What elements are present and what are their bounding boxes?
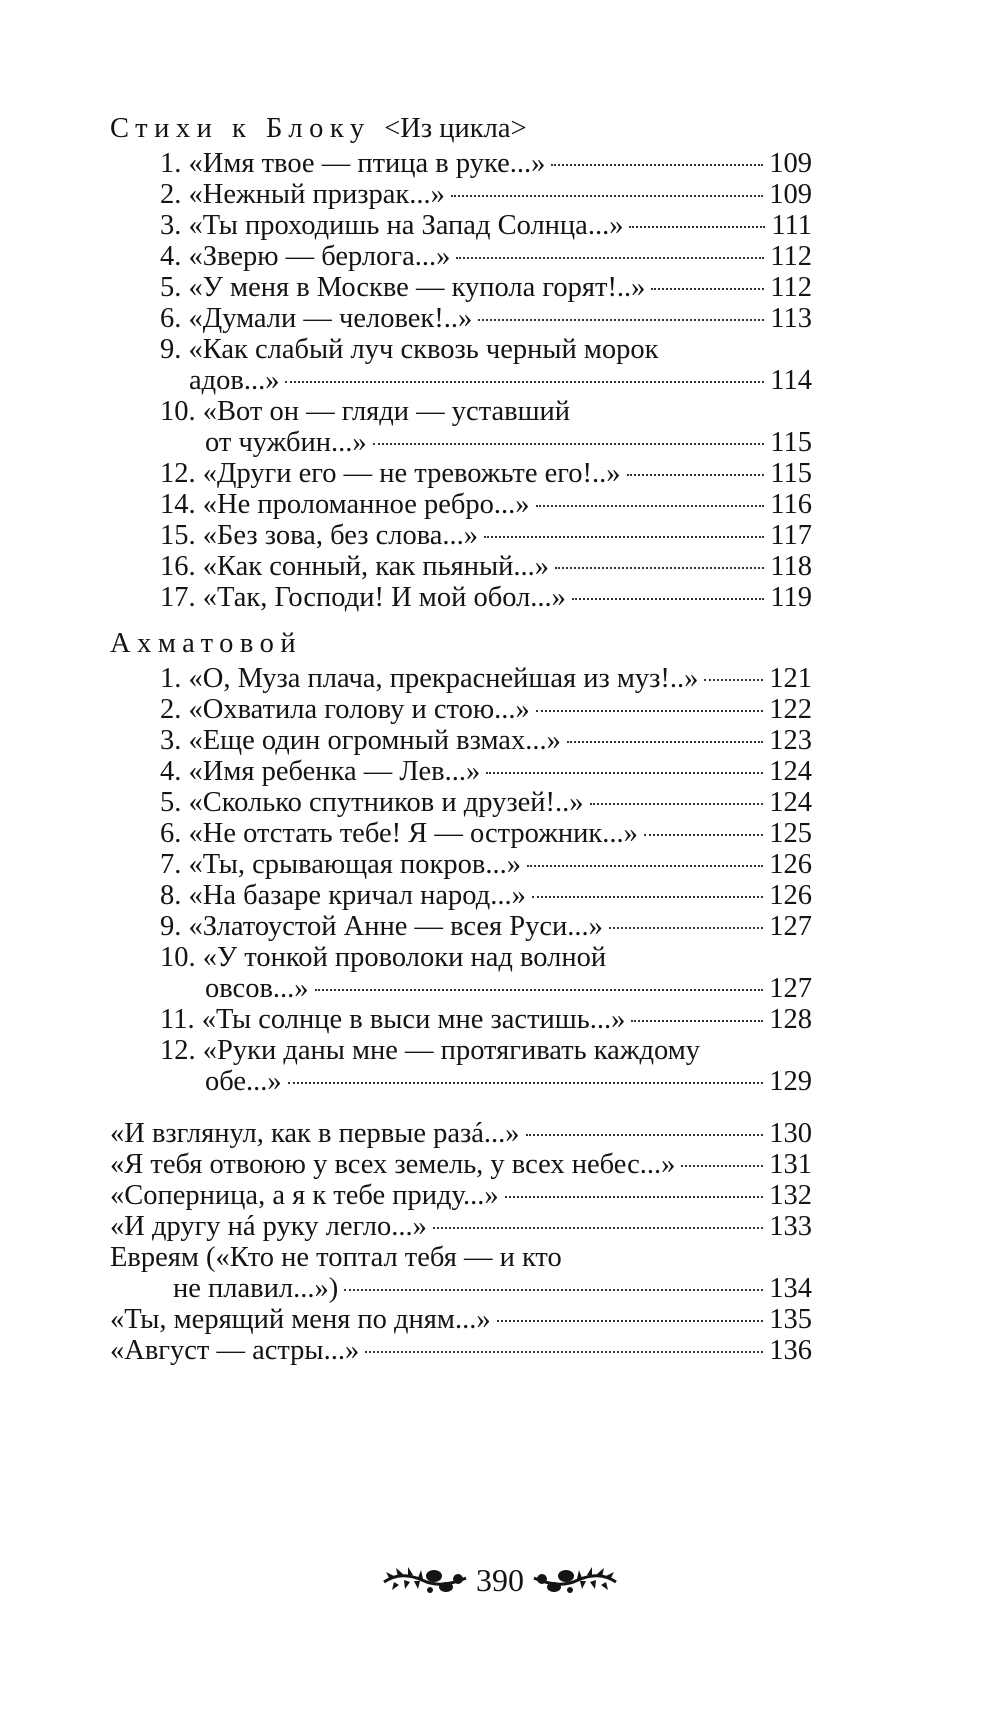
toc-entry[interactable] <box>110 1303 812 1337</box>
dot-leader <box>451 195 763 197</box>
dot-leader <box>486 772 763 774</box>
toc-entry[interactable] <box>160 147 812 181</box>
entry-page: 136 <box>769 1335 812 1366</box>
dot-leader <box>631 1020 763 1022</box>
entry-title-continuation: не плавил...») <box>173 1273 339 1304</box>
entry-page: 109 <box>769 148 812 179</box>
dot-leader <box>456 257 764 259</box>
entry-title: «О, Муза плача, прекраснейшая из муз!..» <box>188 663 699 694</box>
dot-leader <box>555 567 764 569</box>
entry-number: 10. <box>160 396 196 427</box>
entry-title: «На базаре кричал народ...» <box>188 880 526 911</box>
entry-page: 133 <box>769 1211 812 1242</box>
entry-title: «У тонкой проволоки над волной <box>202 942 607 973</box>
floral-ornament-left-icon <box>382 1560 468 1600</box>
entry-page: 126 <box>769 880 812 911</box>
entry-page: 131 <box>769 1149 812 1180</box>
entry-title: «И взглянул, как в первые разá...» <box>110 1118 520 1149</box>
toc-entry-continuation[interactable] <box>189 364 812 398</box>
toc-entry[interactable] <box>160 662 812 696</box>
entry-page: 118 <box>770 551 812 582</box>
entry-title: «Други его — не тревожьте его!..» <box>202 458 621 489</box>
entry-title: «Ты, срывающая покров...» <box>188 849 521 880</box>
entry-number: 10. <box>160 942 196 973</box>
section-title: Ахматовой <box>110 628 303 659</box>
toc-entry[interactable] <box>160 457 812 491</box>
toc-entry-continuation[interactable] <box>205 426 812 460</box>
dot-leader <box>373 443 765 445</box>
entry-number: 12. <box>160 458 196 489</box>
toc-entry-first-line[interactable] <box>160 395 570 429</box>
page-footer <box>0 1555 1000 1605</box>
entry-page: 123 <box>769 725 812 756</box>
entry-title: «Нежный призрак...» <box>188 179 445 210</box>
toc-entry[interactable] <box>160 910 812 944</box>
entry-title: «Ты проходишь на Запад Солнца...» <box>188 210 624 241</box>
entry-page: 116 <box>770 489 812 520</box>
entry-number: 15. <box>160 520 196 551</box>
toc-entry[interactable] <box>160 848 812 882</box>
dot-leader <box>433 1227 763 1229</box>
dot-leader <box>681 1165 763 1167</box>
page-number: 390 <box>476 1561 524 1598</box>
entry-title: Евреям («Кто не топтал тебя — и кто <box>110 1242 562 1273</box>
entry-page: 112 <box>770 241 812 272</box>
toc-entry[interactable] <box>160 178 812 212</box>
entry-page: 115 <box>770 458 812 489</box>
dot-leader <box>497 1320 764 1322</box>
dot-leader <box>629 226 765 228</box>
dot-leader <box>627 474 765 476</box>
entry-number: 3. <box>160 725 182 756</box>
dot-leader <box>532 896 763 898</box>
entry-page: 128 <box>769 1004 812 1035</box>
dot-leader <box>505 1196 764 1198</box>
toc-entry[interactable] <box>110 1179 812 1213</box>
entry-title: «Не проломанное ребро...» <box>202 489 530 520</box>
toc-entry[interactable] <box>160 302 812 336</box>
entry-page: 135 <box>769 1304 812 1335</box>
entry-title: «Соперница, а я к тебе приду...» <box>110 1180 499 1211</box>
entry-number: 14. <box>160 489 196 520</box>
entry-title-continuation: обе...» <box>205 1066 282 1097</box>
entry-title: «Без зова, без слова...» <box>202 520 479 551</box>
dot-leader <box>704 679 763 681</box>
toc-entry[interactable] <box>160 693 812 727</box>
entry-page: 124 <box>769 756 812 787</box>
section-title: Стихи к Блоку <box>110 113 371 144</box>
entry-title: «Ты солнце в выси мне застишь...» <box>201 1004 626 1035</box>
entry-page: 109 <box>769 179 812 210</box>
entry-number: 16. <box>160 551 196 582</box>
entry-title: «Охватила голову и стою...» <box>188 694 530 725</box>
entry-title: «И другу нá руку легло...» <box>110 1211 427 1242</box>
entry-number: 2. <box>160 179 182 210</box>
entry-page: 134 <box>769 1273 812 1304</box>
dot-leader <box>572 598 764 600</box>
dot-leader <box>285 381 764 383</box>
entry-title: «У меня в Москве — купола горят!..» <box>188 272 646 303</box>
entry-number: 7. <box>160 849 182 880</box>
entry-title-continuation: от чужбин...» <box>205 427 367 458</box>
entry-title: «Ты, мерящий меня по дням...» <box>110 1304 491 1335</box>
entry-title: «Не отстать тебе! Я — острожник...» <box>188 818 638 849</box>
toc-entry[interactable] <box>160 755 812 789</box>
dot-leader <box>478 319 764 321</box>
entry-title: «Златоустой Анне — всея Руси...» <box>188 911 603 942</box>
dot-leader <box>590 803 764 805</box>
dot-leader <box>567 741 763 743</box>
dot-leader <box>526 1134 764 1136</box>
entry-number: 3. <box>160 210 182 241</box>
toc-entry[interactable] <box>160 271 812 305</box>
dot-leader <box>365 1351 763 1353</box>
toc-entry[interactable] <box>160 581 812 615</box>
toc-entry[interactable] <box>160 519 812 553</box>
dot-leader <box>536 505 765 507</box>
entry-title: «Так, Господи! И мой обол...» <box>202 582 566 613</box>
toc-entry[interactable] <box>110 1148 812 1182</box>
dot-leader <box>484 536 764 538</box>
entry-title: «Как сонный, как пьяный...» <box>202 551 549 582</box>
entry-page: 125 <box>769 818 812 849</box>
entry-number: 1. <box>160 148 182 179</box>
toc-entry[interactable] <box>160 488 812 522</box>
entry-page: 127 <box>769 911 812 942</box>
toc-entry[interactable] <box>160 817 812 851</box>
section-heading-akhmatova <box>110 627 302 661</box>
entry-title: «Сколько спутников и друзей!..» <box>188 787 584 818</box>
entry-page: 113 <box>770 303 812 334</box>
toc-entry[interactable] <box>160 724 812 758</box>
entry-title: «Имя твое — птица в руке...» <box>188 148 546 179</box>
entry-page: 129 <box>769 1066 812 1097</box>
dot-leader <box>536 710 764 712</box>
entry-page: 132 <box>769 1180 812 1211</box>
dot-leader <box>344 1289 763 1291</box>
dot-leader <box>651 288 764 290</box>
entry-title-continuation: адов...» <box>189 365 280 396</box>
entry-page: 112 <box>770 272 812 303</box>
entry-number: 2. <box>160 694 182 725</box>
entry-title: «Я тебя отвоюю у всех земель, у всех небес...» <box>110 1149 676 1180</box>
toc-entry-continuation[interactable] <box>173 1272 812 1306</box>
toc-entry-first-line[interactable] <box>160 941 606 975</box>
entry-number: 8. <box>160 880 182 911</box>
toc-entry[interactable] <box>160 209 812 243</box>
section-subtitle: <Из цикла> <box>384 113 527 144</box>
toc-entry-first-line[interactable] <box>110 1241 562 1275</box>
entry-page: 130 <box>769 1118 812 1149</box>
entry-title: «Август — астры...» <box>110 1335 360 1366</box>
entry-title: «Руки даны мне — протягивать каждому <box>202 1035 701 1066</box>
entry-title: «Как слабый луч сквозь черный морок <box>188 334 659 365</box>
entry-number: 4. <box>160 756 182 787</box>
section-heading-blok <box>110 112 527 146</box>
dot-leader <box>315 989 764 991</box>
entry-title: «Вот он — гляди — уставший <box>202 396 571 427</box>
toc-entry[interactable] <box>160 240 812 274</box>
entry-number: 17. <box>160 582 196 613</box>
toc-entry-first-line[interactable] <box>160 333 659 367</box>
entry-page: 126 <box>769 849 812 880</box>
toc-entry[interactable] <box>160 786 812 820</box>
toc-entry-continuation[interactable] <box>205 972 812 1006</box>
floral-ornament-right-icon <box>532 1560 618 1600</box>
entry-number: 6. <box>160 818 182 849</box>
entry-number: 9. <box>160 911 182 942</box>
entry-page: 122 <box>769 694 812 725</box>
entry-page: 111 <box>771 210 812 241</box>
toc-entry[interactable] <box>110 1334 812 1368</box>
toc-entry[interactable] <box>160 1003 812 1037</box>
dot-leader <box>527 865 763 867</box>
entry-number: 6. <box>160 303 182 334</box>
entry-title: «Имя ребенка — Лев...» <box>188 756 481 787</box>
entry-page: 115 <box>770 427 812 458</box>
dot-leader <box>551 164 763 166</box>
entry-number: 5. <box>160 272 182 303</box>
toc-entry[interactable] <box>110 1117 812 1151</box>
toc-entry[interactable] <box>160 879 812 913</box>
toc-entry[interactable] <box>160 550 812 584</box>
entry-page: 117 <box>770 520 812 551</box>
entry-number: 12. <box>160 1035 196 1066</box>
entry-title: «Думали — человек!..» <box>188 303 473 334</box>
dot-leader <box>288 1082 764 1084</box>
entry-page: 127 <box>769 973 812 1004</box>
entry-number: 5. <box>160 787 182 818</box>
dot-leader <box>644 834 763 836</box>
toc-entry[interactable] <box>110 1210 812 1244</box>
entry-title: «Зверю — берлога...» <box>188 241 451 272</box>
entry-number: 1. <box>160 663 182 694</box>
entry-title: «Еще один огромный взмах...» <box>188 725 561 756</box>
entry-page: 121 <box>769 663 812 694</box>
entry-number: 11. <box>160 1004 195 1035</box>
dot-leader <box>609 927 763 929</box>
entry-number: 9. <box>160 334 182 365</box>
toc-entry-continuation[interactable] <box>205 1065 812 1099</box>
entry-title-continuation: овсов...» <box>205 973 309 1004</box>
entry-page: 124 <box>769 787 812 818</box>
entry-page: 119 <box>770 582 812 613</box>
entry-number: 4. <box>160 241 182 272</box>
entry-page: 114 <box>770 365 812 396</box>
toc-entry-first-line[interactable] <box>160 1034 700 1068</box>
